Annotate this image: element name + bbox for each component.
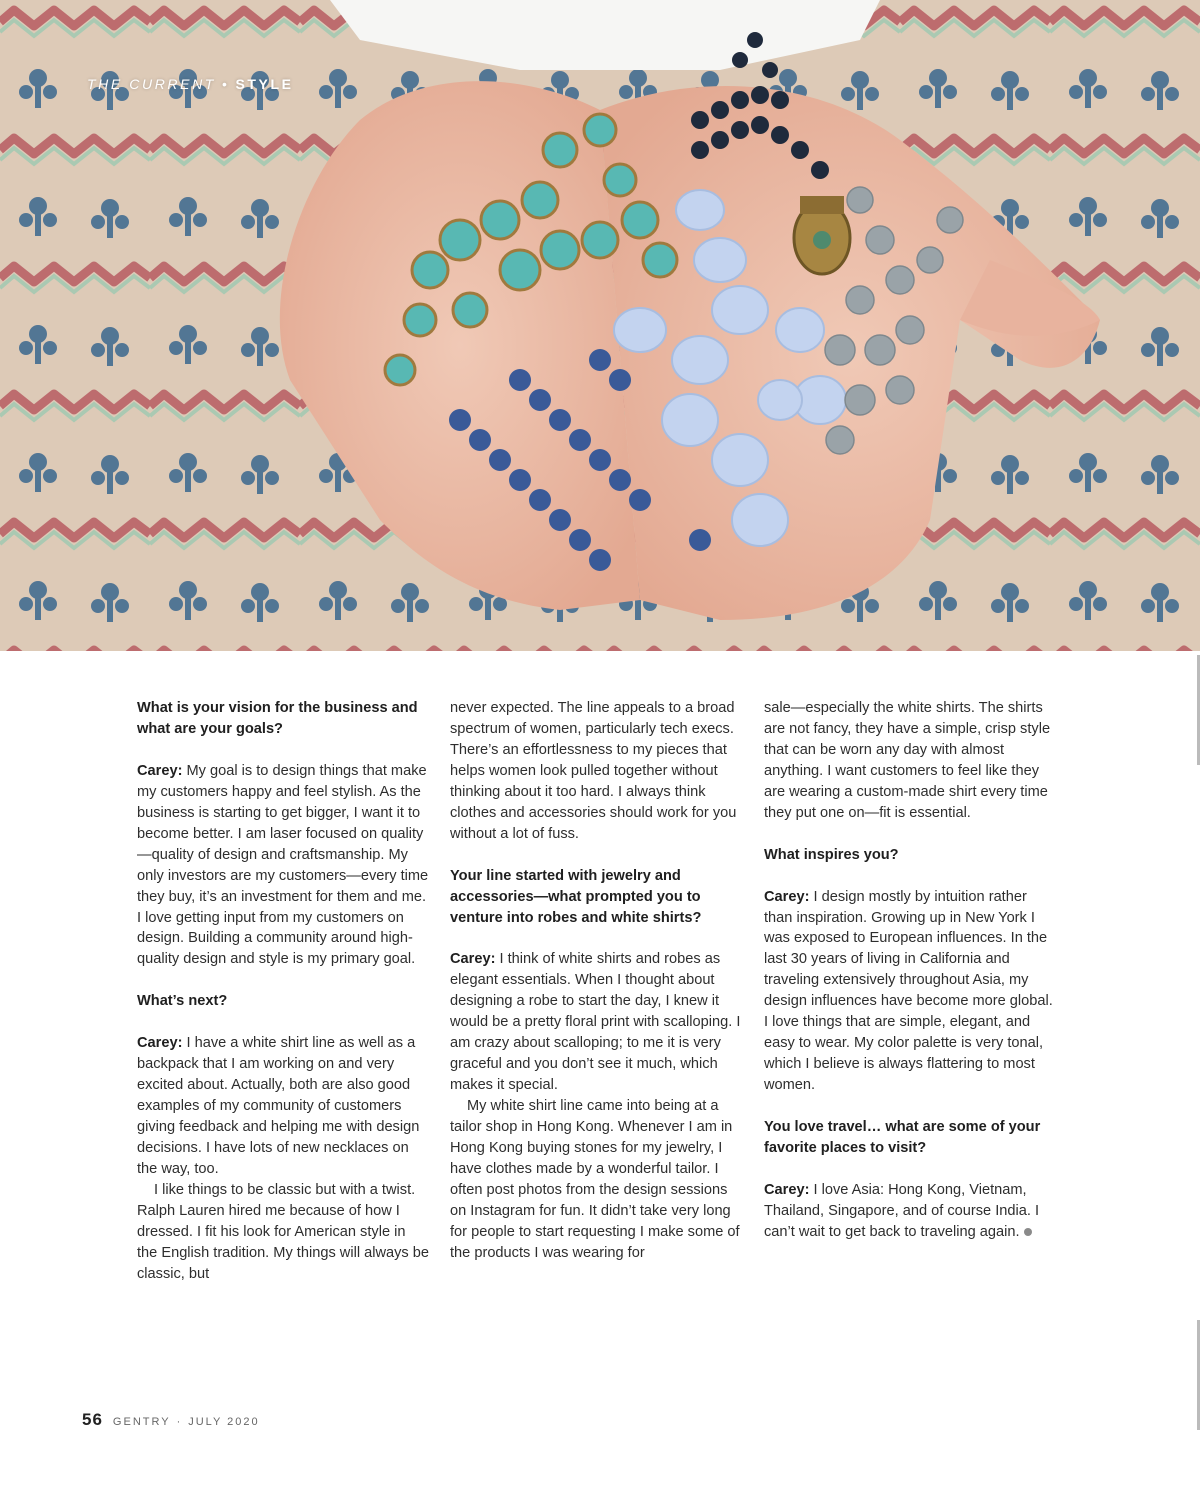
section-label: THE CURRENT [87, 76, 216, 92]
question-vision: What is your vision for the business and what are your goals? [137, 700, 418, 737]
page-number: 56 [82, 1410, 103, 1429]
speaker-label: Carey: [764, 888, 810, 905]
clasp-icon [794, 196, 850, 274]
question-travel: You love travel… what are some of your favorite places to visit? [764, 1119, 1041, 1156]
article-column-2 [450, 698, 742, 1264]
answer-next-text: I have a white shirt line as well as a backpack that I am working on and very excited about. Actually, both are also good examples of my community of customers giving feedback and helping me with design decisions. I have lots of new necklaces on the way, too. [137, 1035, 420, 1177]
question-inspires: What inspires you? [764, 846, 899, 863]
subsection-label: STYLE [235, 76, 294, 92]
section-kicker [87, 76, 294, 92]
question-next: What’s next? [137, 993, 228, 1010]
answer-robes [450, 949, 742, 1096]
article-column-3 [764, 698, 1056, 1243]
continued-paragraph: never expected. The line appeals to a broad spectrum of women, particularly tech execs. There’s an effortlessness to my pieces that helps women look pulled together without thinking about it too hard. I always think clothes and accessories should work for you without a lot of fuss. [450, 700, 737, 842]
hero-photo [0, 0, 1200, 651]
answer-next [137, 1033, 429, 1180]
question-robes: Your line started with jewelry and accessories—what prompted you to venture into robes and white shirts? [450, 867, 702, 926]
end-mark-icon [1024, 1228, 1032, 1236]
issue-date: JULY 2020 [188, 1416, 260, 1428]
answer-next-continued: I like things to be classic but with a twist. Ralph Lauren hired me because of how I dressed. I fit his look for American style in the English tradition. My things will always be classic, but [137, 1181, 430, 1282]
page-footer [82, 1410, 260, 1430]
speaker-label: Carey: [137, 1035, 183, 1052]
answer-robes-text: I think of white shirts and robes as elegant essentials. When I thought about designing a robe to start the day, I knew it would be a pretty floral print with scalloping. I am crazy about scalloping; to me it is very graceful and you don’t see it much, which makes it special. [450, 951, 741, 1094]
speaker-label: Carey: [137, 762, 183, 779]
answer-inspires [764, 887, 1056, 1097]
answer-robes-continued: My white shirt line came into being at a tailor shop in Hong Kong. Whenever I am in Hong Kong buying stones for my jewelry, I have clothes made by a wonderful tailor. I often post photos from the design sessions on Instagram for fun. It didn’t take very long for people to start requesting I make some of the products I was wearing for [450, 1098, 740, 1261]
kicker-separator: • [221, 76, 230, 92]
magazine-name: GENTRY [112, 1416, 171, 1428]
article-column-1 [137, 698, 429, 1285]
continued-paragraph: sale—especially the white shirts. The shirts are not fancy, they have a simple, crisp style that can be worn any day with almost anything. I want customers to feel like they are wearing a custom-made shirt every time they put one on—fit is essential. [764, 700, 1051, 821]
answer-travel [764, 1180, 1056, 1243]
answer-inspires-text: I design mostly by intuition rather than inspiration. Growing up in New York I was exposed to European influences. In the last 30 years of living in California and traveling extensively throughout Asia, my design influences have become more global. I love things that are simple, elegant, and easy to wear. My color palette is very tonal, which I believe is always flattering to most women. [764, 888, 1053, 1094]
answer-vision [137, 761, 429, 971]
speaker-label: Carey: [450, 951, 496, 968]
speaker-label: Carey: [764, 1181, 810, 1198]
footer-separator: · [176, 1416, 183, 1428]
answer-travel-text: I love Asia: Hong Kong, Vietnam, Thailand, Singapore, and of course India. I can’t wait to get back to traveling again. [764, 1181, 1040, 1240]
jewelry-photo-illustration [0, 0, 1200, 651]
answer-vision-text: My goal is to design things that make my customers happy and feel stylish. As the business is starting to get bigger, I want it to become better. I am laser focused on quality—quality of design and craftsmanship. My only investors are my customers—every time they buy, it’s an investment for them and me. I love getting input from my customers on design. Building a community around high-quality design and style is my primary goal. [137, 762, 429, 968]
